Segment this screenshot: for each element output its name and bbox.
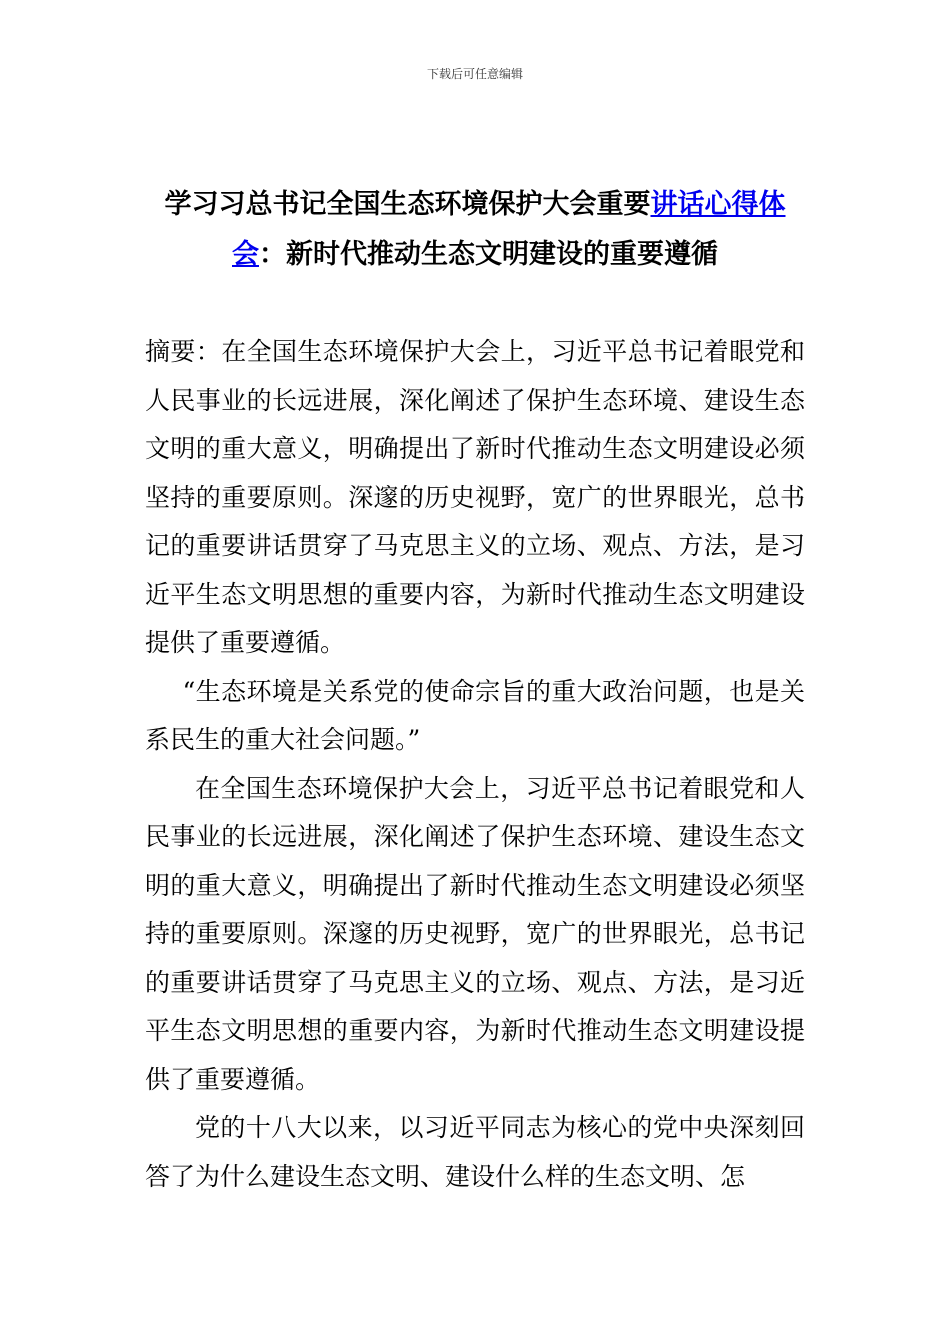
title-text-start: 学习习总书记全国生态环境保护大会重要 (164, 189, 651, 220)
quote-paragraph: “生态环境是关系党的使命宗旨的重大政治问题，也是关系民生的重大社会问题。” (145, 676, 805, 754)
title-text-end: ：新时代推动生态文明建设的重要遵循 (259, 239, 718, 270)
abstract-paragraph: 摘要：在全国生态环境保护大会上，习近平总书记着眼党和人民事业的长远进展，深化阐述了保护生态环境、建设生态文明的重大意义，明确提出了新时代推动生态文明建设必须坚持的重要原则。深邃的历史视野，宽广的世界眼光，总书记的重要讲话贯穿了马克思主义的立场、观点、方法，是习近平生态文明思想的重要内容，为新时代推动生态文明建设提供了重要遵循。 (145, 337, 805, 657)
header-note: 下载后可任意编辑 (426, 67, 523, 81)
document-body (145, 328, 805, 1201)
body-paragraph: 党的十八大以来，以习近平同志为核心的党中央深刻回答了为什么建设生态文明、建设什么样的生态文明、怎 (145, 1113, 805, 1191)
title-link[interactable]: 讲话心得体会 (232, 189, 786, 270)
document-title (140, 180, 810, 280)
body-paragraph: 在全国生态环境保护大会上，习近平总书记着眼党和人民事业的长远进展，深化阐述了保护生态环境、建设生态文明的重大意义，明确提出了新时代推动生态文明建设必须坚持的重要原则。深邃的历史视野，宽广的世界眼光，总书记的重要讲话贯穿了马克思主义的立场、观点、方法，是习近平生态文明思想的重要内容，为新时代推动生态文明建设提供了重要遵循。 (145, 773, 805, 1094)
